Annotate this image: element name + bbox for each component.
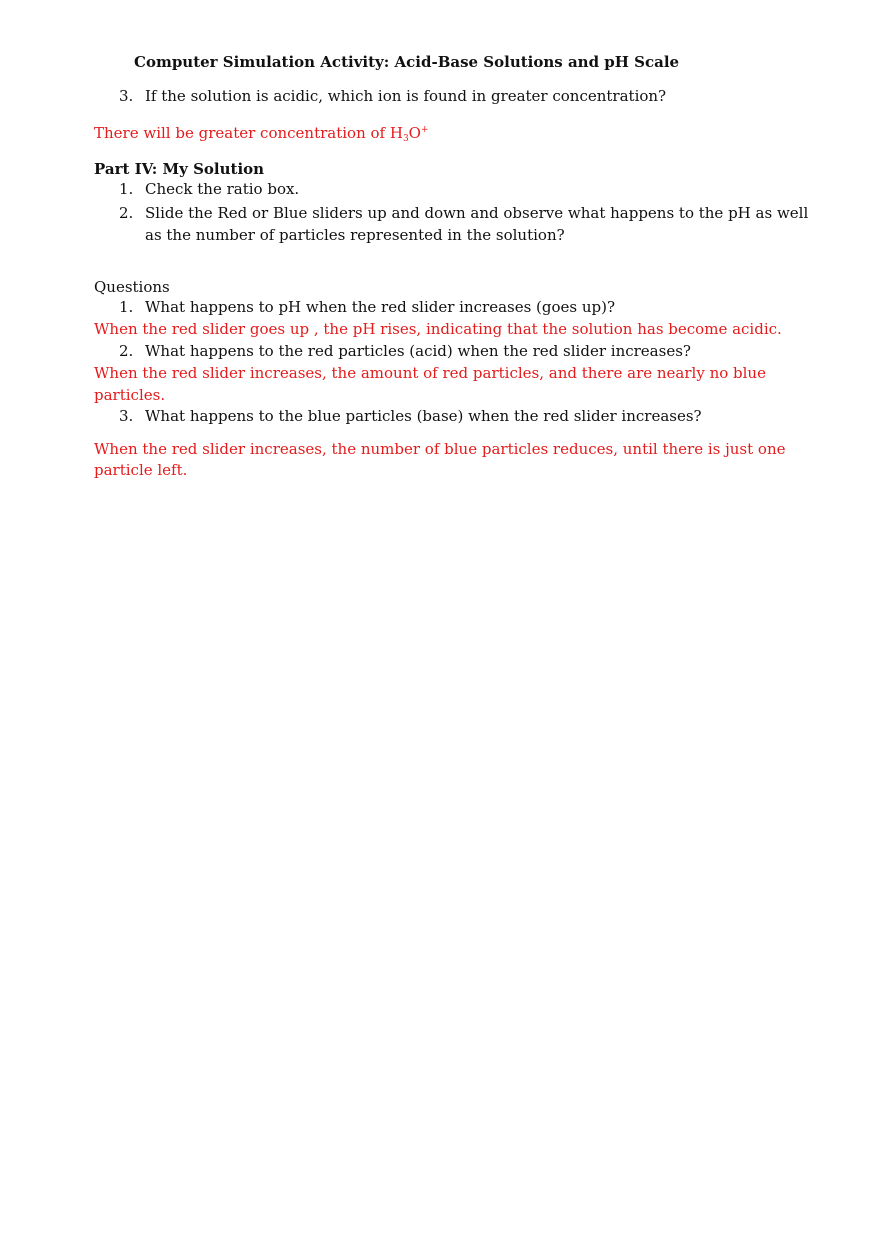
step2-number: 2. [119, 204, 134, 222]
answer3-line2: particle left. [94, 461, 188, 479]
q3-number: 3. [119, 87, 134, 105]
question2-number: 2. [119, 342, 134, 360]
a3-answer [94, 120, 429, 149]
step2-line2: as the number of particles represented in the solution? [145, 226, 565, 244]
question3-text: What happens to the blue particles (base) when the red slider increases? [145, 407, 702, 425]
question1-text: What happens to pH when the red slider increases (goes up)? [145, 298, 616, 316]
a3-subscript: 3 [402, 134, 409, 144]
step1-text: Check the ratio box. [145, 180, 300, 198]
answer3-line1: When the red slider increases, the number of blue particles reduces, until there is just one [94, 440, 786, 458]
question3-number: 3. [119, 407, 134, 425]
answer1-line1: When the red slider goes up , the pH rises, indicating that the solution has become acidic. [94, 320, 782, 338]
questions-heading: Questions [94, 278, 170, 296]
answer2-line1: When the red slider increases, the amount of red particles, and there are nearly no blue [94, 364, 766, 382]
step2-line1: Slide the Red or Blue sliders up and down and observe what happens to the pH as well [145, 204, 809, 222]
question2-text: What happens to the red particles (acid) when the red slider increases? [145, 342, 691, 360]
step1-number: 1. [119, 180, 134, 198]
a3-mid: O [408, 124, 421, 142]
q3-text: If the solution is acidic, which ion is found in greater concentration? [145, 87, 667, 105]
answer2-line2: particles. [94, 386, 166, 404]
a3-prefix: There will be greater concentration of H [94, 124, 403, 142]
a3-superscript: + [420, 125, 429, 135]
page-title: Computer Simulation Activity: Acid-Base Solutions and pH Scale [134, 53, 680, 71]
question1-number: 1. [119, 298, 134, 316]
part4-heading: Part IV: My Solution [94, 160, 265, 178]
